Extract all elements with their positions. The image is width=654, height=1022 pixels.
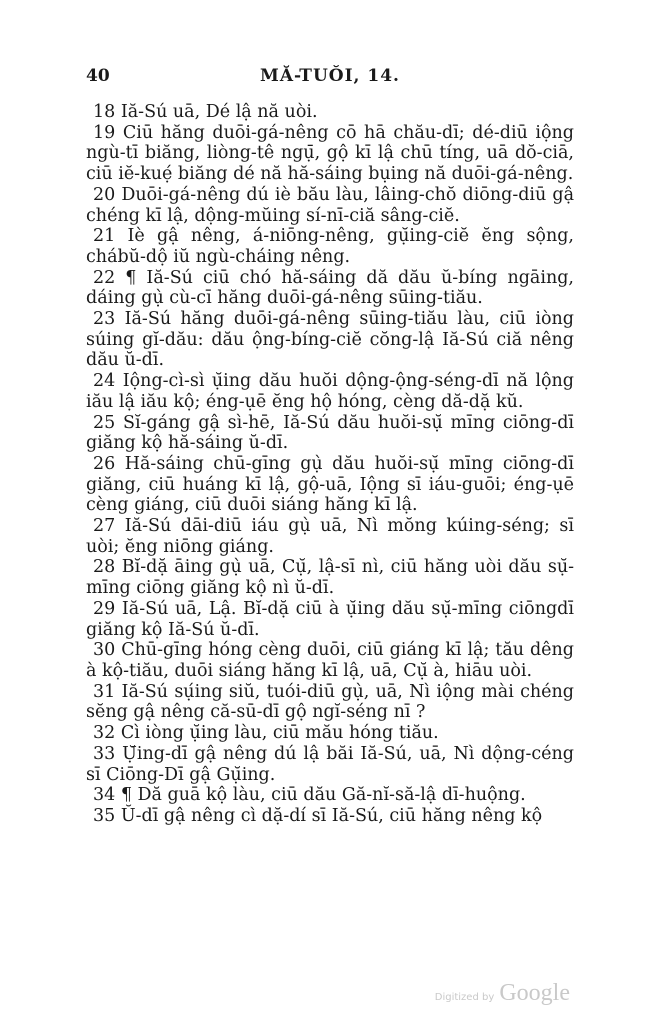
verse-20: 20 Duōi-gá-nêng dú iè bău làu, lâing-chŏ diōng-diū gậ chéng kī lậ, dộng-mŭing sí-nī-ciă sâng-ciĕ. [86, 184, 574, 226]
verse-29: 29 Iă-Sú uā, Lậ. Bĭ-dặ ciū à ụ̆ing dău sụ̆-mīng ciōngdī giăng kộ Iă-Sú ŭ-dī. [86, 598, 574, 640]
verse-24: 24 Iộng-cì-sì ụ̆ing dău huŏi dộng-ộng-séng-dī nă lộng iău lậ iău kộ; éng-ụē ĕng hộ hóng, cèng dă-dặ kŭ. [86, 371, 574, 412]
verse-30: 30 Chū-gīng hóng cèng duōi, ciū giáng kī lậ; tău dêng à kộ-tiău, duōi siáng hăng kī lậ, uā, Cụ̆ à, hiāu uòi. [86, 640, 574, 681]
verse-33: 33 Ụ̆ing-dī gậ nêng dú lậ băi Iă-Sú, uā, Nì dộng-céng sī Ciōng-Dī gậ Gụ̆ing. [86, 743, 574, 785]
verse-27: 27 Iă-Sú dāi-diū iáu gụ̀ uā, Nì mŏng kúing-séng; sī uòi; ĕng niōng giáng. [86, 516, 574, 557]
verse-31: 31 Iă-Sú sụ́ing siŭ, tuói-diū gụ̀, uā, Nì iộng mài chéng sĕng gậ nêng că-sū-dī gộ ngĭ-séng nī ? [86, 681, 574, 723]
verse-list [86, 102, 574, 827]
verse-34: 34 ¶ Dă guā kộ làu, ciū dău Gă-nĭ-să-lậ dī-huộng. [93, 785, 526, 806]
verse-26: 26 Hă-sáing chū-gīng gụ̀ dău huŏi-sụ̆ mīng ciōng-dī giăng, ciū huáng kī lậ, gộ-uā, Iộng sī iáu-guōi; éng-ụē cèng giáng, ciū duōi siáng hăng kī lậ. [86, 453, 574, 516]
verse-28: 28 Bĭ-dặ āing gụ̀ uā, Cụ̆, lậ-sī nì, ciū hăng uòi dău sụ̆-mīng ciōng giăng kộ nì ŭ-dī. [86, 557, 574, 599]
running-title: MĂ-TUŎI, 14. [260, 66, 400, 86]
verse-25: 25 Sĭ-gáng gậ sì-hē, Iă-Sú dău huŏi-sụ̆ mīng ciōng-dī giăng kộ hă-sáing ŭ-dī. [86, 412, 574, 454]
verse-19: 19 Ciū hăng duōi-gá-nêng cō hā chău-dī; dé-diū iộng ngù-tī biăng, liòng-tê ngụ̄, gộ kī lậ chū tíng, uā dŏ-ciā, ciū iĕ-kuẹ́ biăng dé nă hă-sáing bụing nă duōi-gá-nêng. [86, 122, 574, 185]
page-header [86, 66, 574, 90]
verse-32: 32 Cì iòng ụ̆ing làu, ciū mău hóng tiău. [93, 723, 439, 744]
digitized-watermark [435, 980, 570, 1007]
verse-21: 21 Iè gậ nêng, á-niōng-nêng, gụ̆ing-ciĕ ĕng sộng, chábŭ-dộ iŭ ngù-cháing nêng. [86, 226, 574, 267]
verse-18: 18 Iă-Sú uā, Dé lậ nă uòi. [93, 102, 318, 122]
digitized-label: Digitized by [434, 992, 495, 1003]
google-logo: Google [499, 980, 570, 1006]
verse-22: 22 ¶ Iă-Sú ciū chó hă-sáing dă dău ŭ-bíng ngāing, dáing gụ̀ cù-cī hăng duōi-gá-nêng sūing-tiău. [86, 267, 574, 309]
page-number: 40 [86, 66, 110, 86]
verse-23: 23 Iă-Sú hăng duōi-gá-nêng sūing-tiău làu, ciū iòng súing gĭ-dău: dău ộng-bíng-ciĕ cŏng-lậ Iă-Sú ciă nêng dău ŭ-dī. [86, 309, 574, 371]
verse-35: 35 Ŭ-dī gậ nêng cì dặ-dí sī Iă-Sú, ciū hăng nêng kộ [93, 805, 543, 826]
